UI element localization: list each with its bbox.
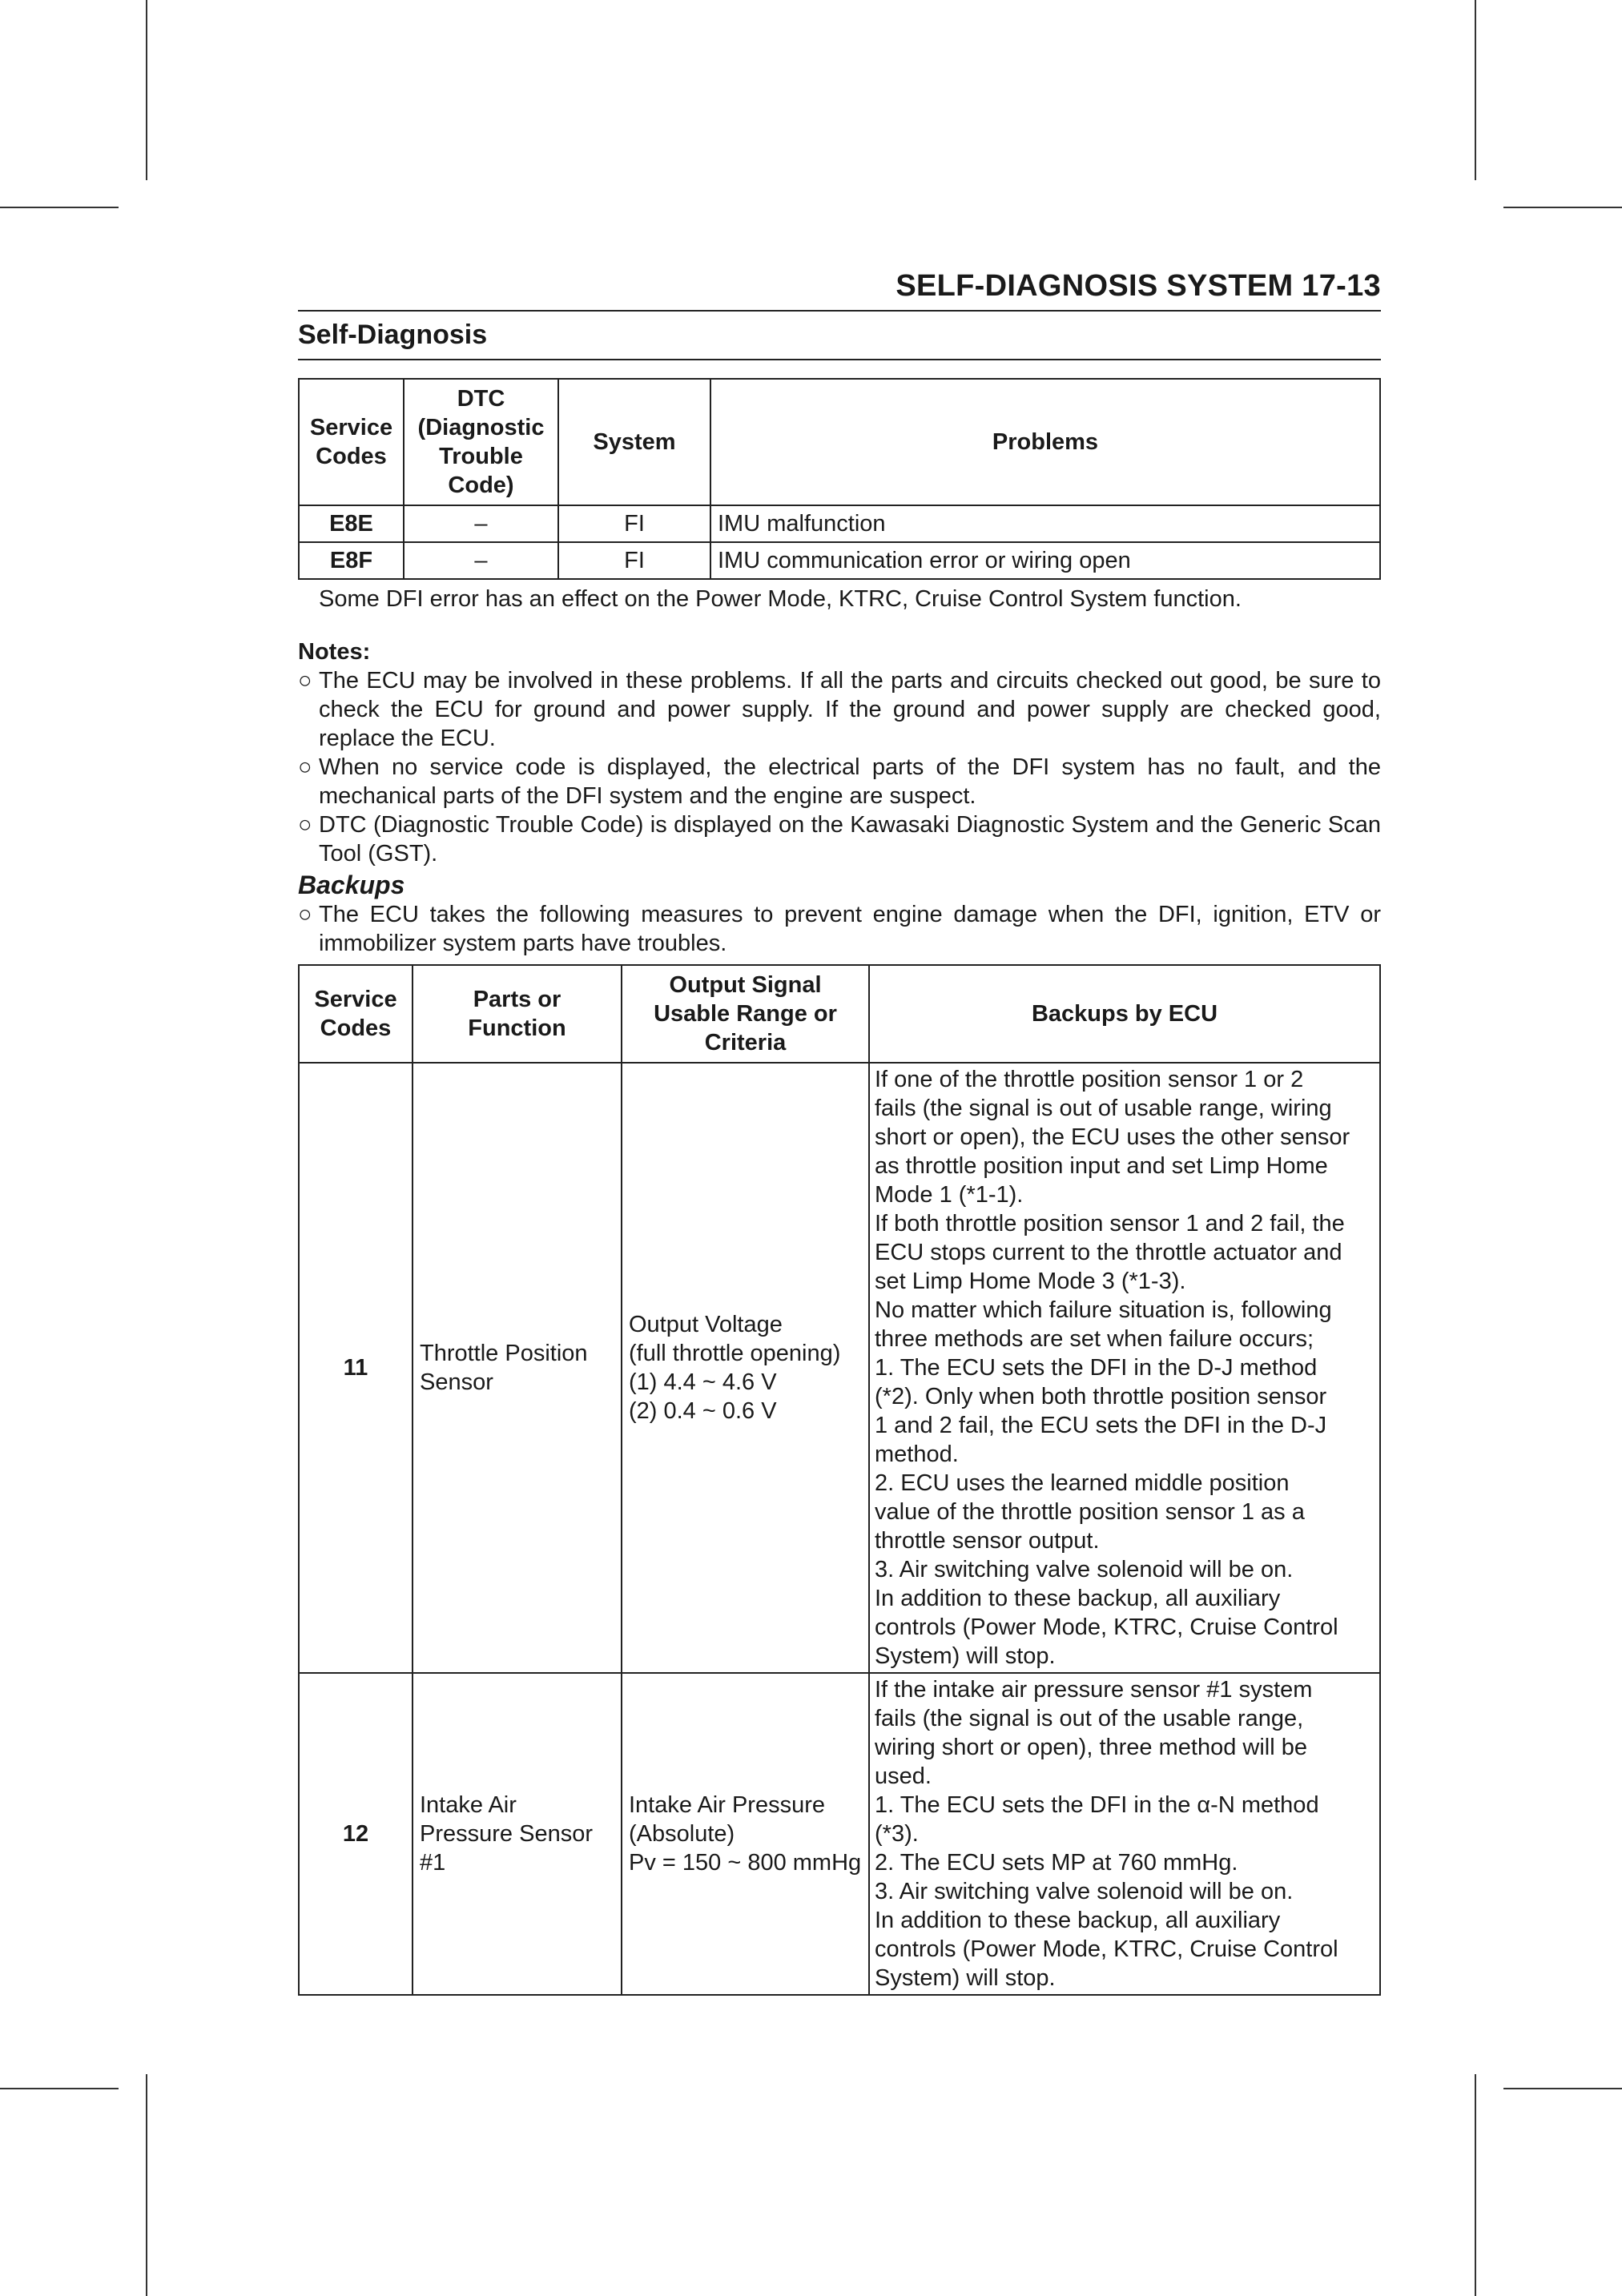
running-head: SELF-DIAGNOSIS SYSTEM 17-13: [298, 269, 1381, 312]
backup-description: If the intake air pressure sensor #1 system fails (the signal is out of the usable range, wiring short or open), three method will be used. 1. The ECU sets the DFI in the α-N method (*3). 2. The ECU sets MP at 760 mmHg. 3. Air switching valve solenoid will be on. In addition to these backup, all auxiliary controls (Power Mode, KTRC, Cruise Control System) will stop.: [869, 1673, 1380, 1995]
output-signal: Intake Air Pressure (Absolute) Pv = 150 ~ 800 mmHg: [622, 1673, 869, 1995]
parts-function: Throttle Position Sensor: [413, 1063, 622, 1673]
table-note: Some DFI error has an effect on the Power Mode, KTRC, Cruise Control System function.: [319, 586, 1242, 612]
service-code: E8F: [299, 542, 404, 579]
crop-mark: [146, 0, 147, 180]
table-row: [299, 1063, 1380, 1673]
bullet-circle-icon: ○: [298, 754, 312, 780]
system-value: FI: [558, 542, 710, 579]
header-output-signal: Output Signal Usable Range or Criteria: [622, 965, 869, 1063]
dtc-value: –: [404, 505, 558, 542]
problem-text: IMU communication error or wiring open: [710, 542, 1380, 579]
crop-mark: [0, 207, 119, 208]
crop-mark: [1503, 2088, 1622, 2089]
table-header-row: [299, 379, 1380, 505]
notes-title: Notes:: [298, 639, 371, 665]
dtc-table: [298, 378, 1381, 580]
header-service-codes: Service Codes: [299, 379, 404, 505]
backups-table: [298, 964, 1381, 1996]
header-problems: Problems: [710, 379, 1380, 505]
crop-mark: [1475, 2074, 1476, 2296]
section-title: Self-Diagnosis: [298, 312, 1381, 360]
backups-title: Backups: [298, 871, 405, 899]
backup-description: If one of the throttle position sensor 1 or 2 fails (the signal is out of usable range, wiring short or open), the ECU uses the other sensor as throttle position input and set Limp Home Mode 1 (*1-1). If both throttle position sensor 1 and 2 fail, the ECU stops current to the throttle actuator and set Limp Home Mode 3 (*1-3). No matter which failure situation is, following three methods are set when failure occurs; 1. The ECU sets the DFI in the D-J method (*2). Only when both throttle position sensor 1 and 2 fail, the ECU sets the DFI in the D-J method. 2. ECU uses the learned middle position value of the throttle position sensor 1 as a throttle sensor output. 3. Air switching valve solenoid will be on. In addition to these backup, all auxiliary controls (Power Mode, KTRC, Cruise Control System) will stop.: [869, 1063, 1380, 1673]
table-row: [299, 505, 1380, 542]
dtc-value: –: [404, 542, 558, 579]
header-dtc: DTC (Diagnostic Trouble Code): [404, 379, 558, 505]
bullet-circle-icon: ○: [298, 902, 312, 927]
crop-mark: [146, 2074, 147, 2296]
service-code: 11: [299, 1063, 413, 1673]
service-code: 12: [299, 1673, 413, 1995]
backups-intro: ○ The ECU takes the following measures to prevent engine damage when the DFI, ignition, ETV or immobilizer system parts have troubles.: [298, 902, 1381, 956]
note-item: ○ When no service code is displayed, the electrical parts of the DFI system has no fault, and the mechanical parts of the DFI system and the engine are suspect.: [298, 754, 1381, 809]
table-header-row: [299, 965, 1380, 1063]
service-code: E8E: [299, 505, 404, 542]
header-system: System: [558, 379, 710, 505]
manual-page: [298, 269, 1381, 1996]
note-item: ○ DTC (Diagnostic Trouble Code) is displayed on the Kawasaki Diagnostic System and the Generic Scan Tool (GST).: [298, 812, 1381, 867]
crop-mark: [1503, 207, 1622, 208]
bullet-circle-icon: ○: [298, 812, 312, 838]
table-row: [299, 542, 1380, 579]
output-signal: Output Voltage (full throttle opening) (1) 4.4 ~ 4.6 V (2) 0.4 ~ 0.6 V: [622, 1063, 869, 1673]
crop-mark: [0, 2088, 119, 2089]
system-value: FI: [558, 505, 710, 542]
header-service-codes: Service Codes: [299, 965, 413, 1063]
header-backups-by-ecu: Backups by ECU: [869, 965, 1380, 1063]
header-parts-function: Parts or Function: [413, 965, 622, 1063]
bullet-circle-icon: ○: [298, 668, 312, 694]
note-item: ○ The ECU may be involved in these problems. If all the parts and circuits checked out good, be sure to check the ECU for ground and power supply. If the ground and power supply are checked good, replace the ECU.: [298, 668, 1381, 751]
parts-function: Intake Air Pressure Sensor #1: [413, 1673, 622, 1995]
table-row: [299, 1673, 1380, 1995]
problem-text: IMU malfunction: [710, 505, 1380, 542]
crop-mark: [1475, 0, 1476, 180]
